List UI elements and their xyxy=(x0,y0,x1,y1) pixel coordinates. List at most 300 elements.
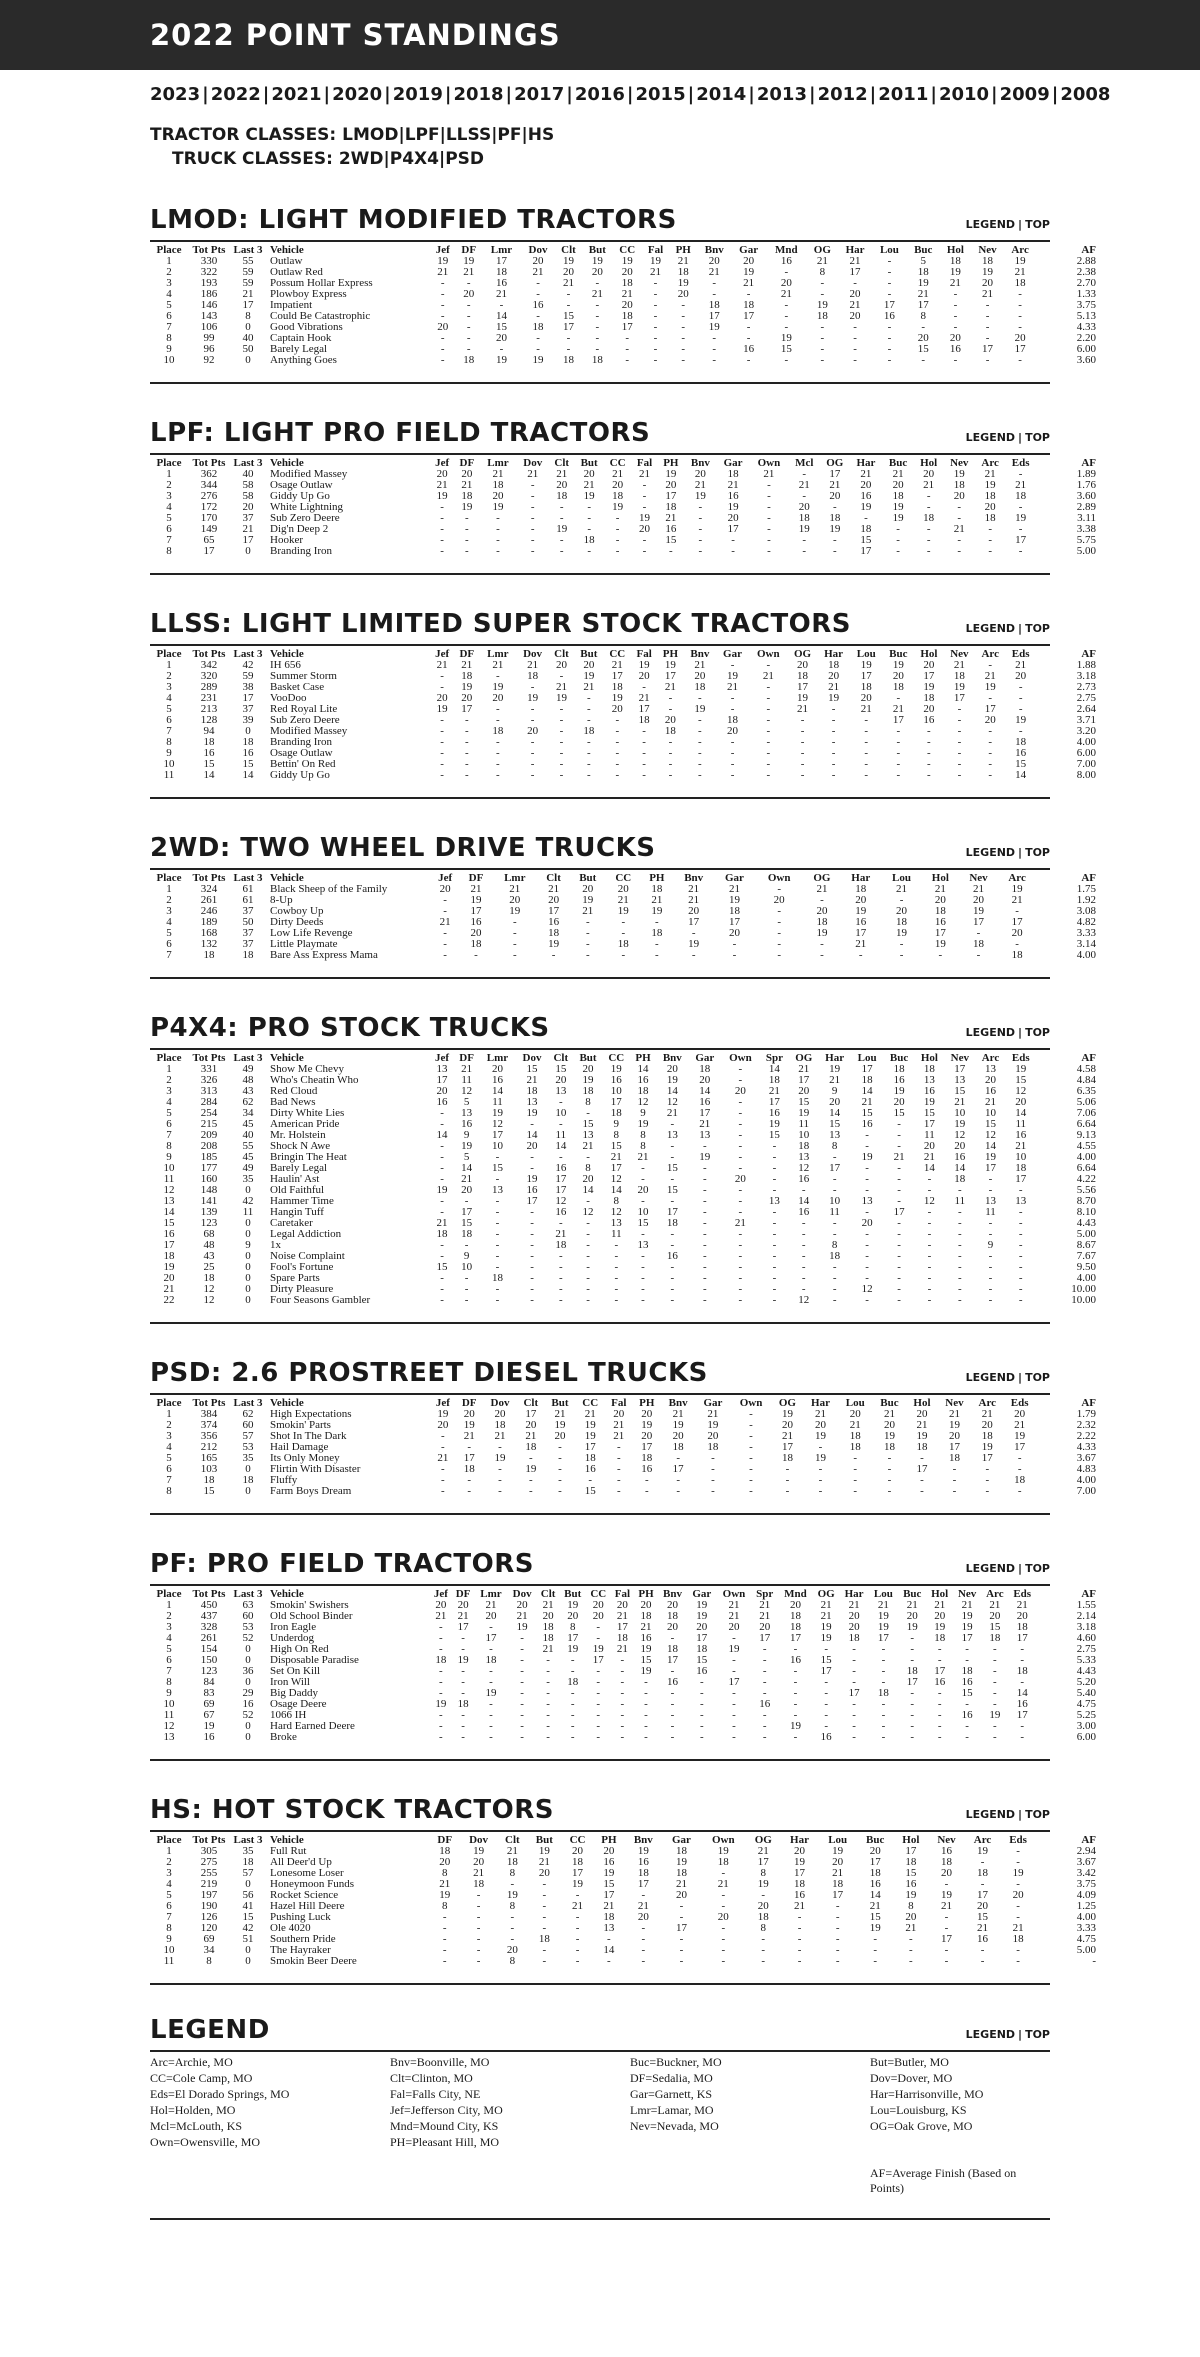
table-cell: 18 xyxy=(923,1063,935,1075)
table-cell: 25 xyxy=(203,1261,215,1273)
table-cell: - xyxy=(596,1698,601,1710)
table-cell: - xyxy=(530,1228,534,1240)
column-header: Last 3 xyxy=(233,456,263,469)
column-header: Gar xyxy=(723,647,742,660)
table-cell: - xyxy=(927,1239,932,1251)
table-cell: - xyxy=(442,1922,447,1934)
table-cell: Barely Legal xyxy=(270,343,328,355)
table-cell: Osage Deere xyxy=(270,1698,327,1710)
table-cell: 14 xyxy=(637,1063,649,1075)
legend-link[interactable]: LEGEND xyxy=(965,1026,1016,1039)
table-cell: - xyxy=(586,1195,590,1207)
column-header: Place xyxy=(156,1833,182,1846)
table-cell: - xyxy=(466,277,471,289)
table-cell: Modified Massey xyxy=(270,468,348,480)
table-cell: 18 xyxy=(743,299,755,311)
table-cell: - xyxy=(528,1452,533,1464)
legend-link[interactable]: LEGEND xyxy=(965,1808,1016,1821)
table-cell: 45 xyxy=(242,1151,254,1163)
column-header: OG xyxy=(817,1587,835,1600)
table-cell: - xyxy=(927,736,931,748)
table-cell: 94 xyxy=(203,725,215,737)
table-cell: 20 xyxy=(495,332,507,344)
year-link-5[interactable]: 2018 xyxy=(453,84,504,105)
table-cell: 14 xyxy=(203,769,215,781)
table-cell: - xyxy=(732,949,737,961)
table-cell: - xyxy=(668,736,673,748)
table-cell: 18 xyxy=(461,1228,473,1240)
top-link[interactable]: TOP xyxy=(1025,1808,1050,1821)
tractor-class-link[interactable]: LMOD xyxy=(342,125,399,145)
table-cell: 19 xyxy=(492,501,504,513)
column-header: Hol xyxy=(920,647,938,660)
table-cell: 4.43 xyxy=(1076,1217,1096,1229)
legend-link[interactable]: LEGEND xyxy=(965,846,1016,859)
table-cell: 17 xyxy=(917,299,929,311)
table-cell: - xyxy=(559,670,564,682)
table-cell: 8 xyxy=(442,1867,448,1879)
table-cell: - xyxy=(957,1272,962,1284)
table-cell: - xyxy=(575,1933,580,1945)
table-cell: 21 xyxy=(949,277,961,289)
table-cell: 20 xyxy=(492,692,504,704)
legend-link[interactable]: LEGEND xyxy=(965,2028,1016,2041)
table-cell: - xyxy=(642,769,646,781)
table-cell: - xyxy=(988,545,992,557)
table-cell: 16 xyxy=(242,1698,254,1710)
top-link[interactable]: TOP xyxy=(1025,1371,1050,1384)
year-link-3[interactable]: 2020 xyxy=(332,84,383,105)
table-cell: - xyxy=(443,894,447,906)
table-cell: - xyxy=(738,1140,743,1152)
column-header: Lmr xyxy=(486,1051,509,1064)
column-header: AF xyxy=(1081,1833,1096,1846)
table-cell: 19 xyxy=(798,523,810,535)
table-cell: 18 xyxy=(473,1878,485,1890)
table-cell: 17 xyxy=(461,1206,473,1218)
table-cell: - xyxy=(530,1283,534,1295)
table-cell: 21 xyxy=(473,1867,485,1879)
table-cell: 20 xyxy=(509,894,521,906)
table-cell: 20 xyxy=(905,1911,917,1923)
table-cell: - xyxy=(887,321,892,333)
table-cell: 19 xyxy=(696,1599,708,1611)
table-cell: 19 xyxy=(1012,1867,1024,1879)
table-cell: - xyxy=(558,1474,562,1486)
table-cell: - xyxy=(1018,1217,1023,1229)
table-cell: - xyxy=(546,1676,550,1688)
table-cell: 21 xyxy=(727,681,739,693)
table-cell: 16 xyxy=(495,277,507,289)
column-header: Nev xyxy=(950,456,969,469)
column-header: Hol xyxy=(920,1051,938,1064)
year-link-0[interactable]: 2023 xyxy=(150,84,201,105)
table-cell: - xyxy=(530,703,535,715)
table-cell: - xyxy=(801,1272,806,1284)
table-cell: - xyxy=(520,1643,524,1655)
year-link-14[interactable]: 2009 xyxy=(999,84,1050,105)
table-cell: 21 xyxy=(583,681,595,693)
legend-link[interactable]: LEGEND xyxy=(965,1562,1016,1575)
column-header: OG xyxy=(826,456,844,469)
table-cell: 96 xyxy=(203,343,215,355)
table-cell: 19 xyxy=(708,321,720,333)
table-row xyxy=(150,1295,1100,1306)
table-cell: - xyxy=(668,758,673,770)
table-cell: 18 xyxy=(1014,1474,1026,1486)
table-cell: 8 xyxy=(509,1867,516,1879)
table-cell: 17 xyxy=(666,1654,678,1666)
year-link-10[interactable]: 2013 xyxy=(756,84,807,105)
table-cell: 15 xyxy=(954,1085,966,1097)
column-header: CC xyxy=(609,647,626,660)
table-cell: 21 xyxy=(815,1408,826,1420)
table-cell: - xyxy=(440,714,444,726)
table-cell: 18 xyxy=(242,1856,254,1868)
table-cell: 21 xyxy=(781,1430,793,1442)
table-cell: 21 xyxy=(1011,894,1023,906)
top-link[interactable]: TOP xyxy=(1025,2028,1050,2041)
year-link-1[interactable]: 2022 xyxy=(210,84,261,105)
table-cell: - xyxy=(699,1687,704,1699)
table-cell: 324 xyxy=(200,883,218,895)
table-cell: 3 xyxy=(166,1430,172,1442)
table-cell: - xyxy=(546,1665,550,1677)
column-header: Fal xyxy=(614,1587,630,1600)
table-cell: - xyxy=(793,1709,798,1721)
table-cell: - xyxy=(641,1283,645,1295)
table-cell: 18 xyxy=(828,659,840,671)
table-cell: Who's Cheatin Who xyxy=(270,1074,359,1086)
table-cell: 68 xyxy=(203,1228,215,1240)
top-link[interactable]: TOP xyxy=(1025,431,1050,444)
table-cell: 18 xyxy=(637,1085,649,1097)
table-cell: - xyxy=(944,1955,949,1967)
table-cell: - xyxy=(441,1474,445,1486)
top-link[interactable]: TOP xyxy=(1025,1562,1050,1575)
year-link-12[interactable]: 2011 xyxy=(878,84,929,105)
table-cell: 7 xyxy=(166,725,172,737)
table-cell: - xyxy=(476,1889,481,1901)
table-cell: 21 xyxy=(616,1643,628,1655)
table-cell: 21 xyxy=(611,659,623,671)
table-cell: 1x xyxy=(270,1239,281,1251)
table-cell: 21 xyxy=(848,1599,860,1611)
table-cell: - xyxy=(766,725,771,737)
table-cell: 17 xyxy=(923,670,935,682)
table-cell: - xyxy=(596,1709,601,1721)
table-cell: 18 xyxy=(708,299,720,311)
table-cell: 8 xyxy=(760,1867,766,1879)
table-cell: - xyxy=(1020,1731,1025,1743)
table-cell: - xyxy=(831,714,836,726)
table-cell: 14 xyxy=(436,1129,448,1141)
year-link-6[interactable]: 2017 xyxy=(514,84,565,105)
table-cell: 11 xyxy=(242,1206,254,1218)
table-cell: - xyxy=(730,769,735,781)
tractor-class-link[interactable]: PF xyxy=(497,125,522,145)
table-cell: - xyxy=(988,1173,993,1185)
table-cell: 18 xyxy=(794,1878,806,1890)
truck-class-link[interactable]: PSD xyxy=(445,149,485,169)
table-cell: - xyxy=(831,747,836,759)
table-cell: 20 xyxy=(494,1408,506,1420)
table-cell: 21 xyxy=(1014,266,1026,278)
table-cell: - xyxy=(1020,1654,1025,1666)
year-link-13[interactable]: 2010 xyxy=(938,84,990,105)
legend-item: Lmr=Lamar, MO xyxy=(630,2103,714,2117)
table-cell: 14 xyxy=(491,1085,503,1097)
table-cell: - xyxy=(1020,1676,1025,1688)
table-cell: - xyxy=(1016,1900,1020,1912)
table-cell: 13 xyxy=(436,1063,448,1075)
table-cell: - xyxy=(441,1463,445,1475)
year-link-7[interactable]: 2016 xyxy=(574,84,625,105)
table-cell: 37 xyxy=(242,938,254,950)
table-cell: 21 xyxy=(527,468,539,480)
table-cell: - xyxy=(746,332,751,344)
table-cell: 17 xyxy=(611,670,623,682)
table-cell: - xyxy=(595,332,600,344)
table-cell: 19 xyxy=(621,255,633,267)
table-cell: 18 xyxy=(584,1452,596,1464)
table-cell: 10 xyxy=(1015,1151,1027,1163)
table-cell: 19 xyxy=(781,1408,793,1420)
top-link[interactable]: TOP xyxy=(1025,622,1050,635)
table-cell: 18 xyxy=(470,938,482,950)
table-cell: - xyxy=(559,545,564,557)
table-cell: 3.67 xyxy=(1076,1452,1096,1464)
table-cell: 7 xyxy=(166,321,172,333)
table-cell: - xyxy=(766,703,771,715)
tractor-class-link[interactable]: HS xyxy=(527,125,555,145)
tractor-class-link[interactable]: LLSS xyxy=(445,125,492,145)
table-cell: 13 xyxy=(984,1195,996,1207)
table-cell: - xyxy=(738,1184,743,1196)
table-cell: - xyxy=(616,1474,621,1486)
table-cell: 19 xyxy=(665,468,677,480)
tractor-class-link[interactable]: LPF xyxy=(404,125,440,145)
table-cell: - xyxy=(585,916,590,928)
table-cell: - xyxy=(881,1709,886,1721)
table-cell: - xyxy=(440,725,444,737)
table-cell: 16 xyxy=(794,1889,806,1901)
column-header: Buc xyxy=(880,1396,899,1409)
table-cell: Hangin Tuff xyxy=(270,1206,324,1218)
table-cell: - xyxy=(510,1878,515,1890)
table-cell: - xyxy=(738,1151,743,1163)
table-cell: - xyxy=(721,1955,726,1967)
truck-class-link[interactable]: 2WD xyxy=(338,149,384,169)
table-cell: - xyxy=(762,1676,767,1688)
table-cell: 20 xyxy=(860,692,872,704)
table-cell: 20 xyxy=(582,1063,594,1075)
standings-table xyxy=(150,872,1100,961)
table-cell: - xyxy=(802,545,807,557)
table-cell: 197 xyxy=(200,1889,218,1901)
table-cell: 11 xyxy=(985,1206,996,1218)
table-cell: - xyxy=(761,1955,766,1967)
legend-note: AF=Average Finish (Based on Points) xyxy=(870,2166,1017,2195)
table-cell: - xyxy=(1015,938,1019,950)
table-cell: 15 xyxy=(242,1911,254,1923)
table-cell: 17 xyxy=(584,1441,596,1453)
table-cell: 21 xyxy=(861,1096,873,1108)
table-cell: 13 xyxy=(461,1107,473,1119)
column-header: Eds xyxy=(1011,647,1030,660)
table-cell: 8 xyxy=(640,1140,646,1152)
table-cell: - xyxy=(864,512,868,524)
top-link[interactable]: TOP xyxy=(1025,218,1050,231)
table-cell: 18 xyxy=(435,1654,447,1666)
table-cell: - xyxy=(832,1173,837,1185)
table-cell: - xyxy=(642,534,647,546)
table-cell: 19 xyxy=(641,1419,653,1431)
table-cell: - xyxy=(965,1731,969,1743)
top-link[interactable]: TOP xyxy=(1025,846,1050,859)
year-link-2[interactable]: 2021 xyxy=(271,84,322,105)
table-cell: - xyxy=(476,1933,481,1945)
table-cell: - xyxy=(596,1720,601,1732)
table-cell: 4 xyxy=(166,1878,172,1890)
column-header: Clt xyxy=(554,456,570,469)
table-cell: - xyxy=(464,1195,469,1207)
table-cell: 12 xyxy=(984,1129,996,1141)
legend-item: Mnd=Mound City, KS xyxy=(390,2119,499,2133)
table-cell: Full Rut xyxy=(270,1845,307,1857)
table-cell: Low Life Revenge xyxy=(270,927,353,939)
table-cell: 17 xyxy=(699,1107,711,1119)
table-cell: 21 xyxy=(794,1900,806,1912)
table-cell: - xyxy=(927,1184,932,1196)
table-cell: 20 xyxy=(815,1419,826,1431)
table-cell: 57 xyxy=(242,1430,254,1442)
table-cell: - xyxy=(440,534,444,546)
table-cell: 275 xyxy=(200,1856,218,1868)
table-cell: 15 xyxy=(923,1107,935,1119)
table-cell: - xyxy=(702,1228,707,1240)
table-cell: - xyxy=(625,332,630,344)
year-link-11[interactable]: 2012 xyxy=(817,84,868,105)
column-header: Mnd xyxy=(775,243,798,256)
table-cell: - xyxy=(937,1687,942,1699)
table-cell: 17 xyxy=(638,703,650,715)
table-cell: - xyxy=(642,725,646,737)
table-cell: - xyxy=(442,1955,447,1967)
table-cell: 20 xyxy=(1014,1408,1026,1420)
table-cell: - xyxy=(820,343,825,355)
table-cell: 19 xyxy=(727,670,739,682)
table-cell: 19 xyxy=(457,1654,469,1666)
year-link-8[interactable]: 2015 xyxy=(635,84,686,105)
legend-link[interactable]: LEGEND xyxy=(965,218,1016,231)
table-cell: 21 xyxy=(242,523,254,535)
table-cell: - xyxy=(461,1720,465,1732)
table-cell: 8 xyxy=(819,266,826,278)
year-link-9[interactable]: 2014 xyxy=(696,84,747,105)
table-cell: - xyxy=(467,1485,472,1497)
table-cell: 16 xyxy=(869,1878,881,1890)
column-header: Hol xyxy=(920,456,938,469)
table-cell: - xyxy=(831,758,836,770)
table-cell: - xyxy=(558,1485,562,1497)
table-cell: 344 xyxy=(200,479,218,491)
table-cell: - xyxy=(832,1283,837,1295)
table-cell: 17 xyxy=(981,1452,993,1464)
table-cell: 17 xyxy=(526,1195,538,1207)
table-cell: 8 xyxy=(166,736,172,748)
table-cell: 16 xyxy=(666,1250,678,1262)
table-cell: - xyxy=(721,1889,726,1901)
column-header: Har xyxy=(844,1587,864,1600)
table-cell: 19 xyxy=(893,1085,905,1097)
table-cell: 19 xyxy=(461,1140,473,1152)
table-cell: 19 xyxy=(603,1867,615,1879)
legend-link[interactable]: LEGEND xyxy=(965,622,1016,635)
table-cell: 16 xyxy=(961,1676,973,1688)
table-cell: - xyxy=(952,1474,957,1486)
table-cell: - xyxy=(1018,310,1022,322)
legend-link[interactable]: LEGEND xyxy=(965,1371,1016,1384)
table-cell: - xyxy=(440,1173,444,1185)
legend-item: OG=Oak Grove, MO xyxy=(870,2119,973,2133)
table-cell: - xyxy=(820,354,825,366)
column-header: Dov xyxy=(512,1587,532,1600)
column-header: Last 3 xyxy=(233,1051,263,1064)
table-cell: Honeymoon Funds xyxy=(270,1878,355,1890)
table-cell: - xyxy=(957,1250,962,1262)
table-cell: 19 xyxy=(526,1173,538,1185)
table-cell: 17 xyxy=(665,490,677,502)
table-cell: 21 xyxy=(437,266,449,278)
table-cell: - xyxy=(881,1698,886,1710)
table-cell: - xyxy=(440,1107,444,1119)
table-cell: - xyxy=(465,545,469,557)
column-header: Nev xyxy=(950,1051,969,1064)
table-cell: 19 xyxy=(892,501,904,513)
column-header: OG xyxy=(813,871,831,884)
table-cell: - xyxy=(953,299,958,311)
year-link-4[interactable]: 2019 xyxy=(392,84,443,105)
table-cell: 21 xyxy=(516,1610,528,1622)
legend-link[interactable]: LEGEND xyxy=(965,431,1016,444)
section-nav: LEGEND | TOP xyxy=(965,431,1050,444)
table-cell: - xyxy=(699,1709,704,1721)
table-cell: 21 xyxy=(797,703,809,715)
table-cell: - xyxy=(668,747,673,759)
table-cell: - xyxy=(927,747,931,759)
table-cell: 19 xyxy=(572,1878,584,1890)
top-link[interactable]: TOP xyxy=(1025,1026,1050,1039)
column-header: Vehicle xyxy=(270,1833,304,1846)
table-cell: - xyxy=(440,501,444,513)
table-cell: 17 xyxy=(436,1074,448,1086)
table-cell: 193 xyxy=(200,277,218,289)
table-cell: - xyxy=(992,1720,997,1732)
table-cell: 17 xyxy=(860,545,872,557)
table-cell: - xyxy=(644,1474,649,1486)
table-cell: 2.14 xyxy=(1076,1610,1096,1622)
table-cell: 21 xyxy=(1015,479,1027,491)
table-cell: Smokin' Parts xyxy=(270,1419,331,1431)
table-cell: - xyxy=(920,1452,924,1464)
truck-class-link[interactable]: P4X4 xyxy=(389,149,439,169)
table-cell: - xyxy=(852,1643,856,1655)
table-cell: - xyxy=(570,1654,575,1666)
year-link-15[interactable]: 2008 xyxy=(1060,84,1111,105)
table-cell: - xyxy=(831,725,836,737)
table-cell: 21 xyxy=(439,916,451,928)
